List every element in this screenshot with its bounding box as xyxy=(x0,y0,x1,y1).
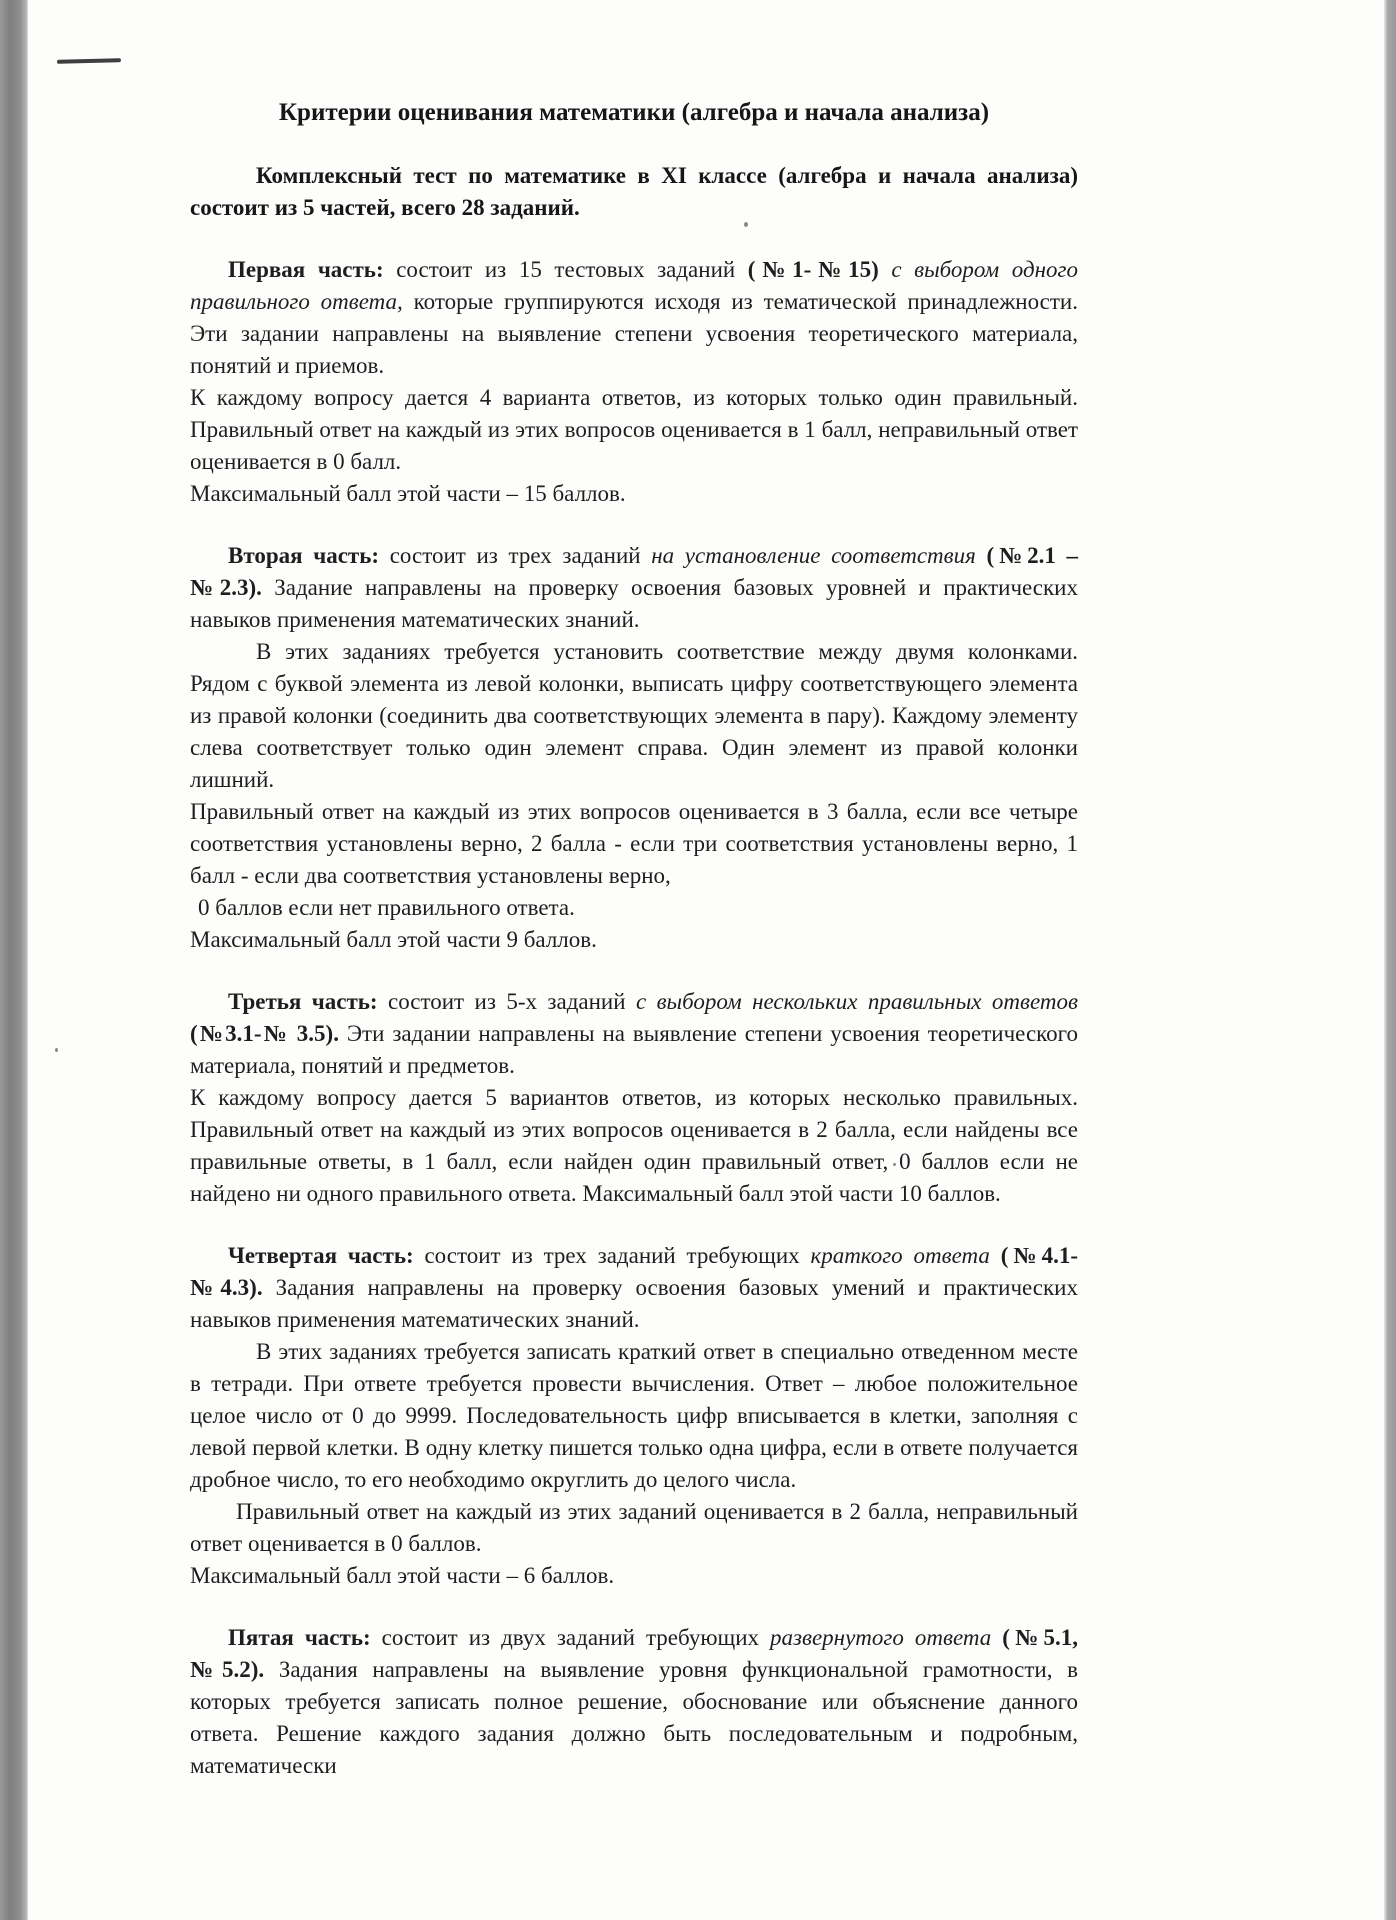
text-run: состоит из 5-х заданий xyxy=(388,989,636,1014)
text-run: Первая часть: xyxy=(228,257,384,282)
text-run: на установление соответствия xyxy=(651,543,976,568)
text-run: Правильный ответ на каждый из этих вопросов оценивается в 3 балла, если все четыре соответствия установлены верно, 2 балла - если три соответствия установлены верно, 1 балл - если два соответствия установлены верно, xyxy=(190,799,1078,888)
scan-edge-right xyxy=(1384,0,1396,1920)
text-run: (№3.1-№ 3.5). xyxy=(190,1021,339,1046)
text-run: К каждому вопросу дается 4 варианта ответов, из которых только один правильный. Правильный ответ на каждый из этих вопросов оценивается в 1 балл, неправильный ответ оценивается в 0 балл. xyxy=(190,385,1078,474)
text-run: 0 баллов если нет правильного ответа. xyxy=(198,895,575,920)
paragraph-part4-description xyxy=(190,1336,1078,1496)
text-run: К каждому вопросу дается 5 вариантов ответов, из которых несколько правильных. Правильный ответ на каждый из этих вопросов оценивается в 2 балла, если найдены все правильные ответы, в 1 балл, если найден один правильный ответ, 0 баллов если не найдено ни одного правильного ответа. Максимальный балл этой части 10 баллов. xyxy=(190,1085,1078,1206)
text-run: Максимальный балл этой части – 6 баллов. xyxy=(190,1563,615,1588)
text-run: состоит из 15 тестовых заданий xyxy=(396,257,748,282)
text-run: состоит из трех заданий xyxy=(389,543,652,568)
document-content xyxy=(190,96,1078,1782)
paragraph-part1-scoring xyxy=(190,382,1078,478)
text-run: Эти задании направлены на выявление степени усвоения теоретического материала, понятий и предметов. xyxy=(190,1021,1079,1078)
scan-edge-left xyxy=(0,0,28,1920)
text-run: Максимальный балл этой части 9 баллов. xyxy=(190,927,597,952)
text-run: Максимальный балл этой части – 15 баллов. xyxy=(190,481,626,506)
text-run: Задания направлены на проверку освоения базовых умений и практических навыков применения математических знаний. xyxy=(190,1275,1078,1332)
text-run: В этих заданиях требуется записать краткий ответ в специально отведенном месте в тетради. При ответе требуется провести вычисления. Ответ – любое положительное целое число от 0 до 9999. Последовательность цифр вписывается в клетки, заполняя с левой первой клетки. В одну клетку пишется только одна цифра, если в ответе получается дробное число, то его необходимо округлить до целого числа. xyxy=(190,1339,1078,1492)
text-run: которые группируются исходя из тематической принадлежности. Эти задании направлены на выявление степени усвоения теоретического материала, понятий и приемов. xyxy=(190,289,1078,378)
text-run: (№5.1, №5.2). xyxy=(190,1625,1078,1682)
scan-speck xyxy=(55,1048,58,1052)
text-run: (№1-№15) xyxy=(747,257,879,282)
text-run: Четвертая часть: xyxy=(228,1243,414,1268)
text-run: Задание направлены на проверку освоения базовых уровней и практических навыков применения математических знаний. xyxy=(190,575,1078,632)
document-title: Критерии оценивания математики (алгебра и начала анализа) xyxy=(278,99,990,126)
document-body xyxy=(190,160,1078,1782)
text-run: с выбором нескольких правильных ответов xyxy=(635,989,1079,1014)
paragraph-part4-header xyxy=(190,1240,1078,1336)
text-run: Вторая часть: xyxy=(228,543,380,568)
text-run: состоит из двух заданий требующих xyxy=(381,1625,771,1650)
text-run: (№4.1- №4.3). xyxy=(190,1243,1078,1300)
paragraph-part4-scoring xyxy=(190,1496,1078,1560)
text-run: Правильный ответ на каждый из этих заданий оценивается в 2 балла, неправильный ответ оценивается в 0 баллов. xyxy=(190,1499,1078,1556)
paragraph-intro xyxy=(190,160,1078,224)
paragraph-part3-scoring xyxy=(190,1082,1078,1210)
text-run: состоит из трех заданий требующих xyxy=(424,1243,811,1268)
text-run: (№2.1 – №2.3). xyxy=(190,543,1079,600)
paragraph-part2-max xyxy=(190,924,1078,956)
text-run: Пятая часть: xyxy=(228,1625,371,1650)
paragraph-part2-header xyxy=(190,540,1078,636)
text-run: Третья часть: xyxy=(228,989,378,1014)
text-run: В этих заданиях требуется установить соответствие между двумя колонками. Рядом с буквой элемента из левой колонки, выписать цифру соответствующего элемента из правой колонки (соединить два соответствующих элемента в пару). Каждому элементу слева соответствует только один элемент справа. Один элемент из правой колонки лишний. xyxy=(190,639,1078,792)
paragraph-part2-scoring xyxy=(190,796,1078,892)
paragraph-part3-header xyxy=(190,986,1078,1082)
paragraph-part4-max xyxy=(190,1560,1078,1592)
paragraph-part2-zero xyxy=(190,892,1078,924)
paragraph-part1-max xyxy=(190,478,1078,510)
text-run: развернутого ответа xyxy=(770,1625,992,1650)
paragraph-part2-description xyxy=(190,636,1078,796)
paragraph-part1-header xyxy=(190,254,1078,382)
text-run: краткого ответа xyxy=(810,1243,990,1268)
pen-dash-mark xyxy=(57,58,121,64)
text-run: Комплексный тест по математике в XI классе (алгебра и начала анализа) состоит из 5 частей, всего 28 заданий. xyxy=(190,163,1078,220)
text-run: с выбором одного правильного ответа, xyxy=(190,257,1079,314)
paragraph-part5-header xyxy=(190,1622,1078,1782)
text-run: Задания направлены на выявление уровня функциональной грамотности, в которых требуется записать полное решение, обоснование или объяснение данного ответа. Решение каждого задания должно быть последовательным и подробным, математически xyxy=(190,1657,1079,1778)
